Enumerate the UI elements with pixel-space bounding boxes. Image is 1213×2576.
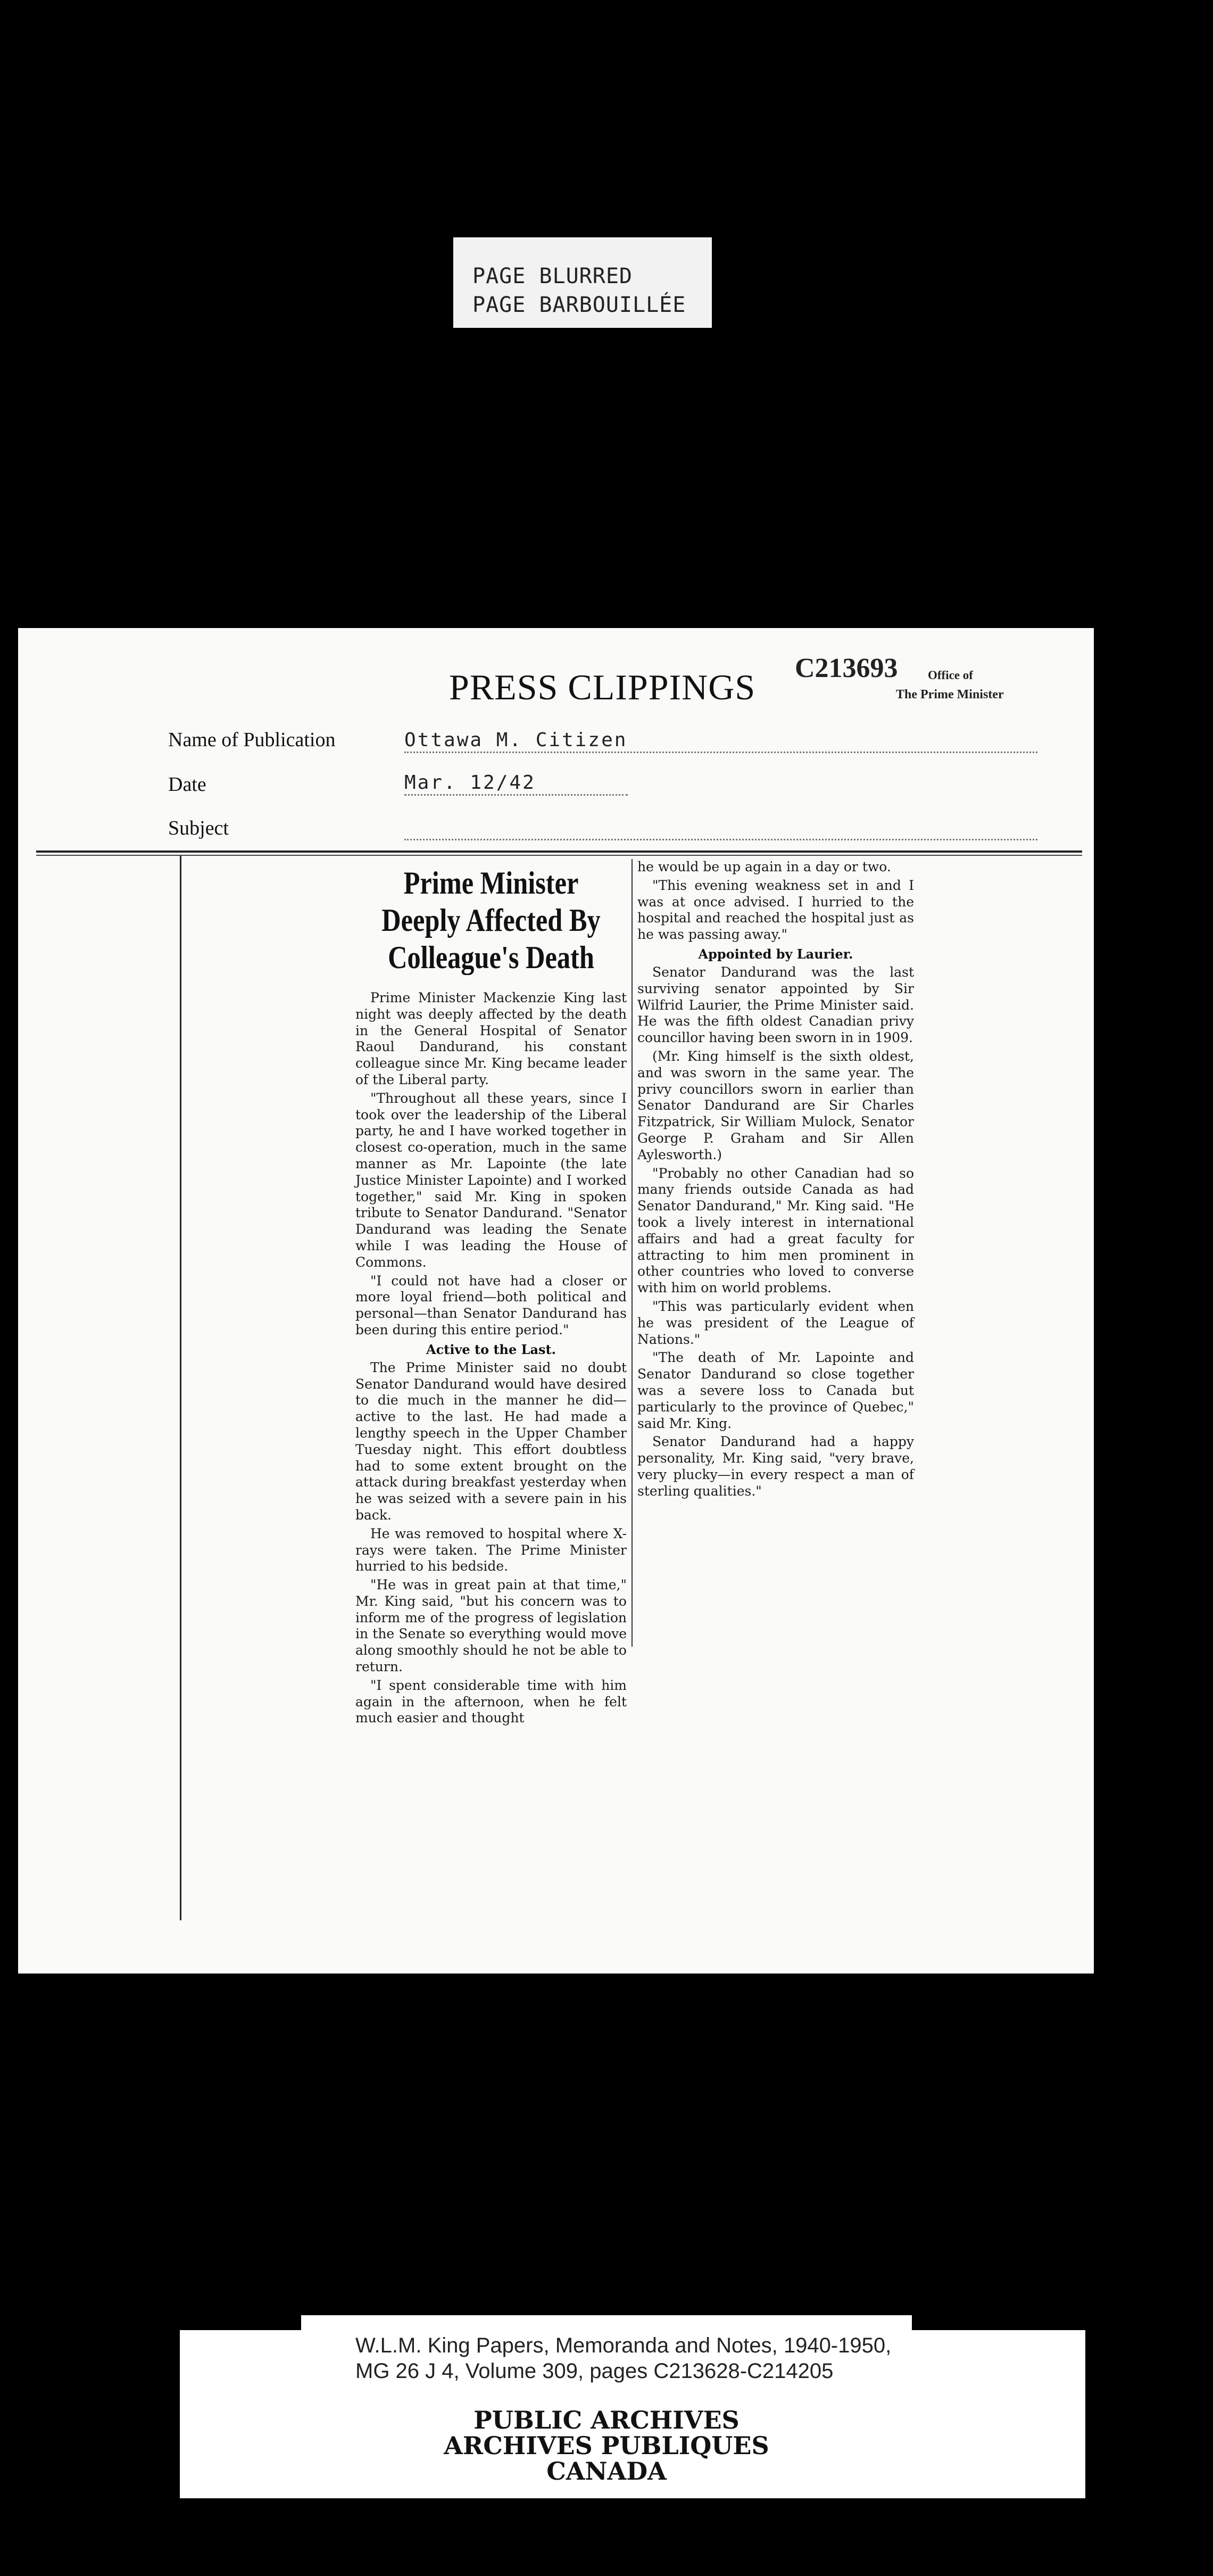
article-headline: Prime Minister Deeply Affected By Colleague's Death xyxy=(381,865,601,975)
date-line xyxy=(404,794,628,796)
publication-value: Ottawa M. Citizen xyxy=(404,729,628,751)
article-paragraph: "I spent considerable time with him again in the afternoon, when he felt much easier and thought xyxy=(355,1677,627,1726)
archive-reference-line1: W.L.M. King Papers, Memoranda and Notes, 1940-1950, xyxy=(355,2334,892,2357)
subject-line xyxy=(404,839,1037,840)
office-label-line1: Office of xyxy=(928,668,973,682)
article-paragraph: "Throughout all these years, since I took over the leadership of the Liberal party, he and I have worked together in closest co-operation, much in the same manner as Mr. Lapointe (the late Justice Minister Lapointe) and I worked together," said Mr. King in spoken tribute to Senator Dandurand. "Senator Dandurand was leading the Senate while I was leading the House of Commons. xyxy=(355,1090,627,1270)
header-rule xyxy=(36,851,1082,853)
article-subhead: Active to the Last. xyxy=(426,1341,556,1357)
article-paragraph: Senator Dandurand was the last surviving senator appointed by Sir Wilfrid Laurier, the Prime Minister said. He was the fifth oldest Canadian privy councillor having been sworn in in 1909. xyxy=(637,964,914,1046)
subject-label: Subject xyxy=(168,817,229,839)
header-rule-thin xyxy=(36,855,1082,856)
date-value: Mar. 12/42 xyxy=(404,772,536,794)
public-archives-line3: CANADA xyxy=(546,2457,667,2486)
article-column-1 xyxy=(355,859,627,1729)
date-label: Date xyxy=(168,773,206,796)
article-subhead: Appointed by Laurier. xyxy=(698,946,853,962)
article-paragraph: (Mr. King himself is the sixth oldest, and was sworn in the same year. The privy councillors sworn in earlier than Senator Dandurand are Sir Charles Fitzpatrick, Sir William Mulock, Senator George P. Graham and Sir Allen Aylesworth.) xyxy=(637,1048,914,1162)
article-paragraph: Senator Dandurand had a happy personality, Mr. King said, "very brave, very plucky—in every respect a man of sterling qualities." xyxy=(637,1434,914,1499)
stamp-line-french: PAGE BARBOUILLÉE xyxy=(472,293,686,317)
public-archives-line2: ARCHIVES PUBLIQUES xyxy=(444,2431,769,2460)
article-paragraph: Prime Minister Mackenzie King last night was deeply affected by the death in the General Hospital of Senator Raoul Dandurand, his constant colleague since Mr. King became leader of the Liberal party. xyxy=(355,990,627,1087)
public-archives-line1: PUBLIC ARCHIVES xyxy=(473,2406,740,2434)
archive-reference-line2: MG 26 J 4, Volume 309, pages C213628-C214205 xyxy=(355,2359,834,2383)
article-paragraph: The Prime Minister said no doubt Senator Dandurand would have desired to die much in the manner he did—active to the last. He had made a lengthy speech in the Upper Chamber Tuesday night. This effort doubtless had to some extent brought on the attack during breakfast yesterday when he was seized with a severe pain in his back. xyxy=(355,1359,627,1523)
press-clipping-sheet xyxy=(18,628,1094,1974)
article-paragraph: he would be up again in a day or two. xyxy=(637,859,891,874)
article-column-2 xyxy=(637,859,914,1501)
sheet-title: PRESS CLIPPINGS xyxy=(449,667,756,707)
article-paragraph: "I could not have had a closer or more loyal friend—both political and personal—than Senator Dandurand has been during this entire period." xyxy=(355,1273,627,1337)
article-paragraph: "This was particularly evident when he was president of the League of Nations." xyxy=(637,1298,914,1347)
document-number: C213693 xyxy=(795,653,898,683)
article-paragraph: "Probably no other Canadian had so many friends outside Canada as had Senator Dandurand," Mr. King said. "He took a lively interest in international affairs and had a great faculty for attracting to him men prominent in other countries who loved to converse with him on world problems. xyxy=(637,1165,914,1296)
margin-line xyxy=(180,856,181,1920)
article-paragraph: He was removed to hospital where X-rays were taken. The Prime Minister hurried to his bedside. xyxy=(355,1525,627,1574)
column-rule xyxy=(632,859,633,1647)
publication-line xyxy=(404,752,1037,753)
article-paragraph: "The death of Mr. Lapointe and Senator Dandurand so close together was a severe loss to Canada but particularly to the province of Quebec," said Mr. King. xyxy=(637,1350,914,1431)
publication-label: Name of Publication xyxy=(168,729,336,751)
stamp-line-english: PAGE BLURRED xyxy=(472,264,633,288)
page-blurred-stamp xyxy=(453,237,712,328)
article-paragraph: "He was in great pain at that time," Mr. King said, "but his concern was to inform me of the progress of legislation in the Senate so everything would move along smoothly should he not be able to return. xyxy=(355,1577,627,1675)
newspaper-article xyxy=(355,859,919,1902)
office-label-line2: The Prime Minister xyxy=(896,688,1004,701)
article-paragraph: "This evening weakness set in and I was at once advised. I hurried to the hospital and reached the hospital just as he was passing away." xyxy=(637,877,914,943)
